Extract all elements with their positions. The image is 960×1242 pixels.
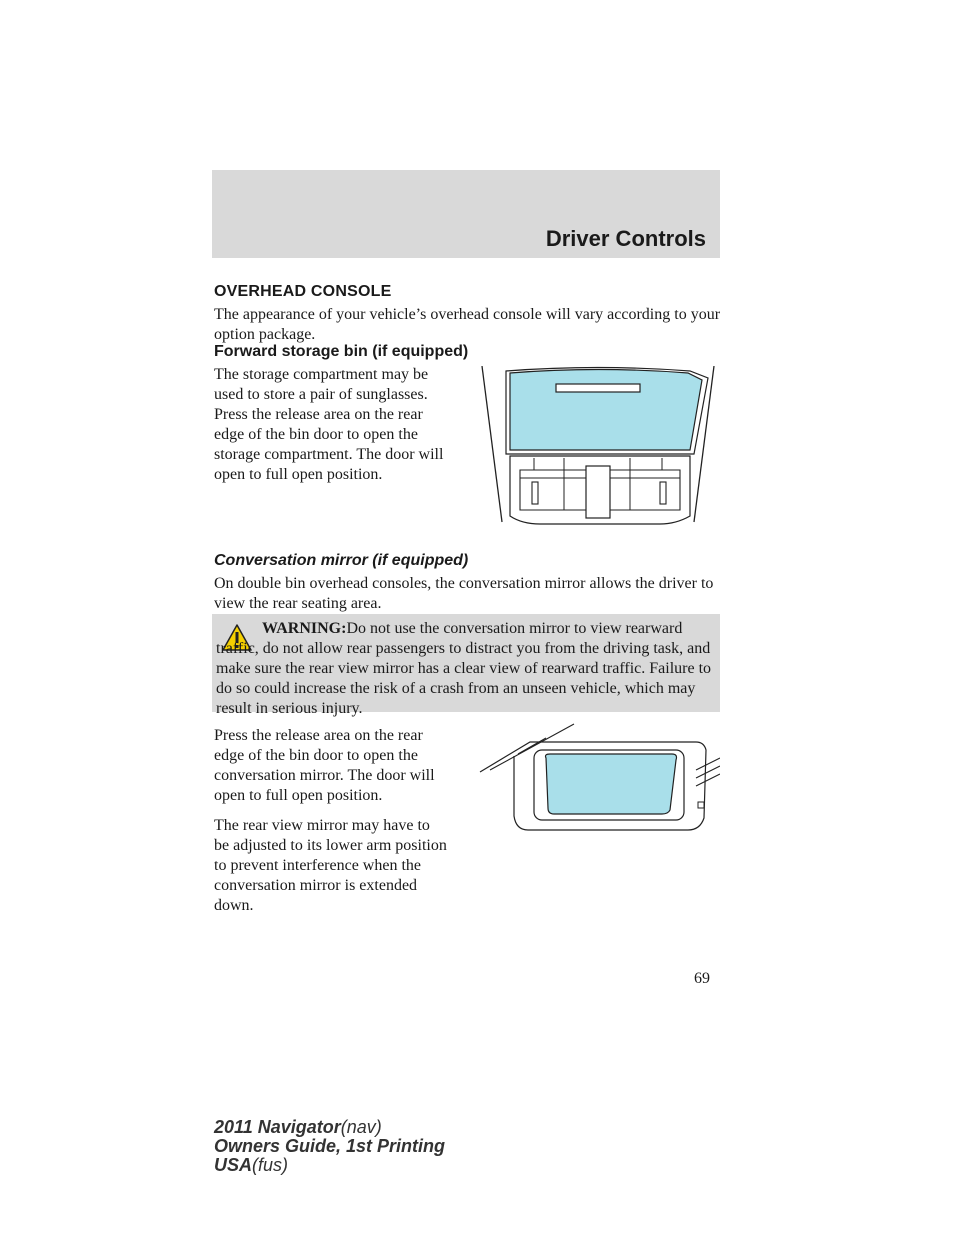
footer — [214, 1118, 445, 1175]
section-intro: The appearance of your vehicle’s overhead console will vary according to your option package. — [214, 306, 721, 343]
section-heading: OVERHEAD CONSOLE — [214, 283, 392, 300]
footer-guide: Owners Guide, 1st Printing — [214, 1136, 446, 1156]
text-line: conversation mirror is extended — [214, 877, 418, 894]
text-line: edge of the bin door to open the — [214, 747, 418, 764]
forward-bin-heading: Forward storage bin (if equipped) — [214, 343, 469, 360]
text-line: down. — [214, 897, 254, 914]
text-line: storage compartment. The door will — [214, 446, 444, 463]
footer-line — [214, 1118, 445, 1137]
page-section-title: Driver Controls — [545, 226, 706, 251]
footer-region: USA — [214, 1155, 253, 1175]
text-line: edge of the bin door to open the — [214, 426, 418, 443]
forward-bin-text — [214, 365, 474, 485]
conversation-mirror-illustration — [478, 720, 720, 842]
text-line: to prevent interference when the — [214, 857, 422, 874]
conversation-mirror-instructions — [214, 726, 476, 916]
conversation-mirror-intro: On double bin overhead consoles, the conversation mirror allows the driver to view the rear seating area. — [214, 575, 714, 612]
text-line: The rear view mirror may have to — [214, 817, 430, 834]
text-line: be adjusted to its lower arm position — [214, 837, 447, 854]
header-band — [212, 170, 720, 258]
warning-text — [216, 619, 712, 719]
forward-storage-bin-illustration — [476, 366, 720, 528]
conversation-mirror-heading: Conversation mirror (if equipped) — [214, 552, 469, 569]
footer-model-code: (nav) — [340, 1117, 382, 1137]
warning-label: WARNING: — [262, 620, 347, 637]
text-line: open to full open position. — [214, 466, 383, 483]
footer-line — [214, 1137, 445, 1156]
text-line: conversation mirror. The door will — [214, 767, 435, 784]
page-number: 69 — [694, 970, 710, 987]
footer-model: 2011 Navigator — [214, 1117, 341, 1137]
text-line: Press the release area on the rear — [214, 727, 423, 744]
text-line: The storage compartment may be — [214, 366, 429, 383]
footer-line — [214, 1156, 445, 1175]
text-line: used to store a pair of sunglasses. — [214, 386, 428, 403]
footer-region-code: (fus) — [252, 1155, 289, 1175]
warning-body: Do not use the conversation mirror to view rearward traffic, do not allow rear passengers to distract you from the driving task, and make sure the rear view mirror has a clear view of rearward traffic. Failure to do so could increase the risk of a crash from an unseen vehicle, which may result in serious injury. — [216, 620, 712, 717]
text-line: Press the release area on the rear — [214, 406, 423, 423]
text-line: open to full open position. — [214, 787, 383, 804]
warning-box — [212, 614, 720, 717]
